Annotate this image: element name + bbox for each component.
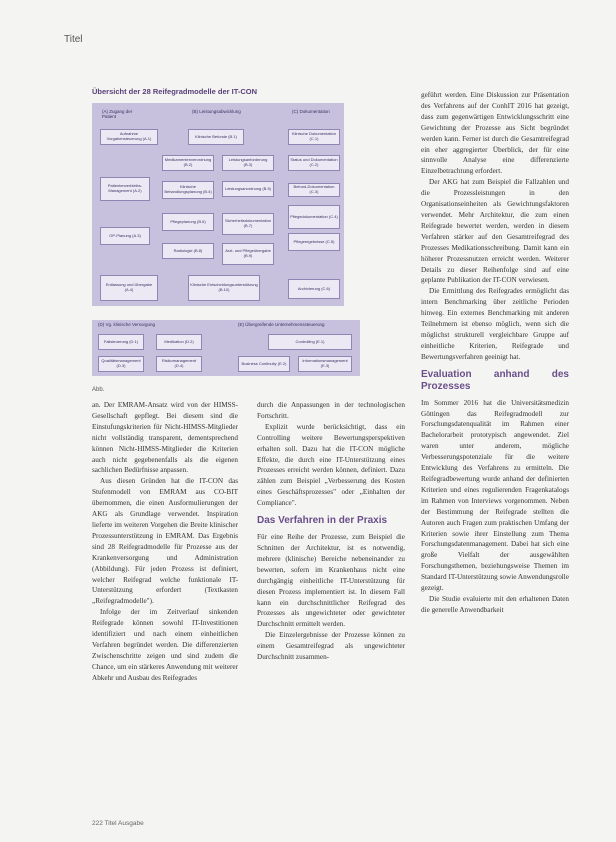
paragraph: Infolge der im Zeitverlauf sinkenden Reifegrade können sowohl IT-Investitionen identifiziert und nach einem einheitlichen Verfahren begründet werden. Die differenzierten Zwischenschritte zeigen und sind zudem die Chance, um ein stärkeres Anwendung mit weiterer Abkehr und Ausbau des Reifegrades (92, 608, 238, 682)
section-label-d: (D) Vg. klinische Versorgung (98, 322, 156, 327)
box-c6: Archivierung (C.6) (288, 279, 340, 299)
column-right (421, 90, 569, 616)
paragraph: geführt werden. Eine Diskussion zur Präsentation des Verfahrens auf der ConhIT 2016 hat gezeigt, dass zum gegenwärtigen Entwicklungsschritt eine Gewichtung der Prozesse aus Sicht begründet werden kann. Ferner ist durch die Gesamtreifegrad ein eher aggregierter Überblick, der für eine sinnvolle Analyse eine differenzierte Einzelbetrachtung erfordert. (421, 91, 569, 176)
figure-caption: Abb. (92, 387, 105, 393)
box-b5: Leistungsanordnung (B.5) (222, 181, 274, 197)
box-d1: Fallsteuerung (D.1) (98, 334, 144, 350)
paragraph: Aus diesen Gründen hat die IT-CON das Stufenmodell von EMRAM aus CO-BIT übernommen, die einen Ausformulierungen der AKG als Grundlage verwendet. Inspiration lieferte im weiteren Vorgehen die Breite klinischer Prozessunterstützung in EMRAM. Das Ergebnis sind 28 Reifegradmodelle für Prozesse aus der Krankenversorgung und Administration (Abbildung). Für jeden Prozess ist definiert, welcher Reifegrad welche funktionale IT-Unterstützung erfordert (Textkasten „Reifegradmodelle"). (92, 477, 238, 606)
box-a4: Entlassung und Übergabe (A.4) (100, 275, 158, 301)
box-a3: OP-Planung (A.3) (100, 227, 150, 245)
paragraph: Explizit wurde berücksichtigt, dass ein Controlling weitere Bewertungsperspektiven erhalten soll. Dazu hat die IT-CON mögliche Effekte, die durch eine IT-Unterstützung eines Prozesses erreicht werden können, definiert. Dazu zählen zum Beispiel „Verbesserung des Kosten eines Geschäftsprozesses" oder „Einhalten der Compliance". (257, 422, 405, 508)
column-left (92, 400, 238, 684)
paragraph: Die Einzelergebnisse der Prozesse können zu einem Gesamtreifegrad als ungewichteter Durchschnitt zusammen- (257, 631, 405, 662)
box-d3: Qualitätsmanagement (D.3) (98, 356, 144, 372)
box-c4: Pflegedokumentation (C.4) (288, 205, 340, 229)
box-b10: Klinische Entscheidungsunterstützung (B.10) (188, 275, 260, 301)
box-b6: Pflegeplanung (B.6) (162, 213, 214, 231)
box-d4: Risikomanagement (D.4) (156, 356, 202, 372)
box-b1: Klinische Befunde (B.1) (188, 129, 244, 145)
running-title: Titel (64, 34, 83, 45)
section-label-a: (A) Zugang der Patient (102, 109, 133, 119)
column-middle (257, 400, 405, 663)
box-e2: Business Continuity (E.2) (238, 356, 290, 372)
figure-title: Übersicht der 28 Reifegradmodelle der IT-CON (92, 87, 258, 96)
box-a1: Aufnahme Vorgabensteuerung (A.1) (100, 129, 158, 145)
section-label-b: (B) Leistungsabwicklung (192, 109, 241, 114)
page-footer: 222 Titel Ausgabe (92, 820, 144, 827)
box-e3: Informationsmanagement (E.3) (298, 356, 352, 372)
box-b3: Leistungsanforderung (B.3) (222, 155, 274, 171)
paragraph: Die Studie evaluierte mit den erhaltenen Daten die generelle Anwendbarkeit (421, 594, 569, 614)
paragraph: an. Der EMRAM-Ansatz wird von der HIMSS-Gesellschaft gepflegt. Bei diesem sind die Einstufungskriterien für Nicht-HIMSS-Mitglieder nicht vollständig transparent, dementsprechend können Nicht-HIMSS-Mitglieder die Kriterien auch nicht gegebenenfalls als die eigenen sachlichen Bedürfnisse anpassen. (92, 401, 238, 475)
box-c1: Klinische Dokumentation (C.1) (288, 129, 340, 145)
box-d2: Medikation (D.2) (156, 334, 202, 350)
box-b9: Arzt- und Pflegeübergabe (B.9) (222, 243, 274, 265)
box-c2: Status und Dokumentation (C.2) (288, 155, 340, 171)
diagram-bottom (92, 320, 360, 376)
paragraph: durch die Anpassungen in der technologischen Fortschritt. (257, 401, 405, 420)
paragraph: Der AKG hat zum Beispiel die Fallzahlen und die Prozessleistungen in den Organisationseinheiten als Gewichtungsfaktoren verwendet. Mehr Architektur, die zum einen Reifegrade bewertet werden, werden in diesem Verfahren stärker auf den Gesamtreifegrad des Prozesses Medikationsschreibung. Damit kann ein höherer Prozessnutzen erreicht werden. Weiterer Details zu dieser Reihenfolge sind auf eine geplante Publikation der IT-CON verwiesen. (421, 178, 569, 285)
box-b8: Radiologie (B.8) (162, 243, 214, 259)
box-b2: Medikamentenverordnung (B.2) (162, 155, 214, 171)
section-heading: Das Verfahren in der Praxis (257, 515, 388, 527)
box-e1: Controlling (E.1) (268, 334, 352, 350)
box-b7: Sicherheitsdokumentation (B.7) (222, 213, 274, 235)
box-c5: Pflegeergebnisse (C.5) (288, 233, 340, 251)
section-label-c: (C) Dokumentation (292, 109, 330, 114)
box-c3: Befund-Dokumentation (C.3) (288, 183, 340, 197)
box-a2: Patientenverbleibs-Management (A.2) (100, 177, 150, 201)
diagram-main (92, 103, 344, 306)
section-heading: Evaluation anhand des Prozesses (421, 368, 569, 392)
paragraph: Die Ermittlung des Reifegrades ermöglicht das intern Benchmarking über zeitliche Perioden hinweg. Ein externes Benchmarking mit anderen Teilnehmern ist ebenso möglich, wenn sich die möglichst strukturell vergleichbare Gruppe auf einheitliche Kriterien, Reifegrade und Bewertungsverfahren geeinigt hat. (421, 287, 569, 361)
paragraph: Für eine Reihe der Prozesse, zum Beispiel die Schnitten der Architektur, ist es notwendig, mehrere (klinische) Bereiche nebeneinander zu bewerten, sofern im Krankenhaus nicht eine durchgängig einheitliche IT-Unterstützung für diesen Prozess implementiert ist. In diesem Fall kann ein durchschnittlicher Reifegrad des Prozesses als ungewichteter oder gewichteter Durchschnitt ermittelt werden. (257, 533, 405, 629)
paragraph: Im Sommer 2016 hat die Universitätsmedizin Göttingen das Reifegradmodell zur Forschungsdatenqualität im Rahmen einer Bachelorarbeit prototypisch angewendet. Ziel waren unter anderem, mögliche Verbesserungspotenziale für die weitere Entwicklung des Verfahrens zu ermitteln. Die Reifegradbewertung wurde anhand der definierten Kriterien und eines regulierenden Fragenkatalogs im Rahmen von Interviews vorgenommen. Neben der Bestimmung der Reifegrade stellten die Autoren auch Fragen zum praktischen Umfang der Kriterien sowie ihrer Einstellung zum Thema Forschungsdatenmanagement. Dabei hat sich eine große Vielfalt der ausgewählten Forschungsthemen, beziehungsweise Themen im Standard IT-Unterstützung sowie Anwendungsrolle gezeigt. (421, 398, 569, 593)
section-label-e: (E) Übergreifende Unternehmenssteuerung (238, 322, 325, 327)
box-b4: Klinische Behandlungsplanung (B.4) (162, 181, 214, 199)
